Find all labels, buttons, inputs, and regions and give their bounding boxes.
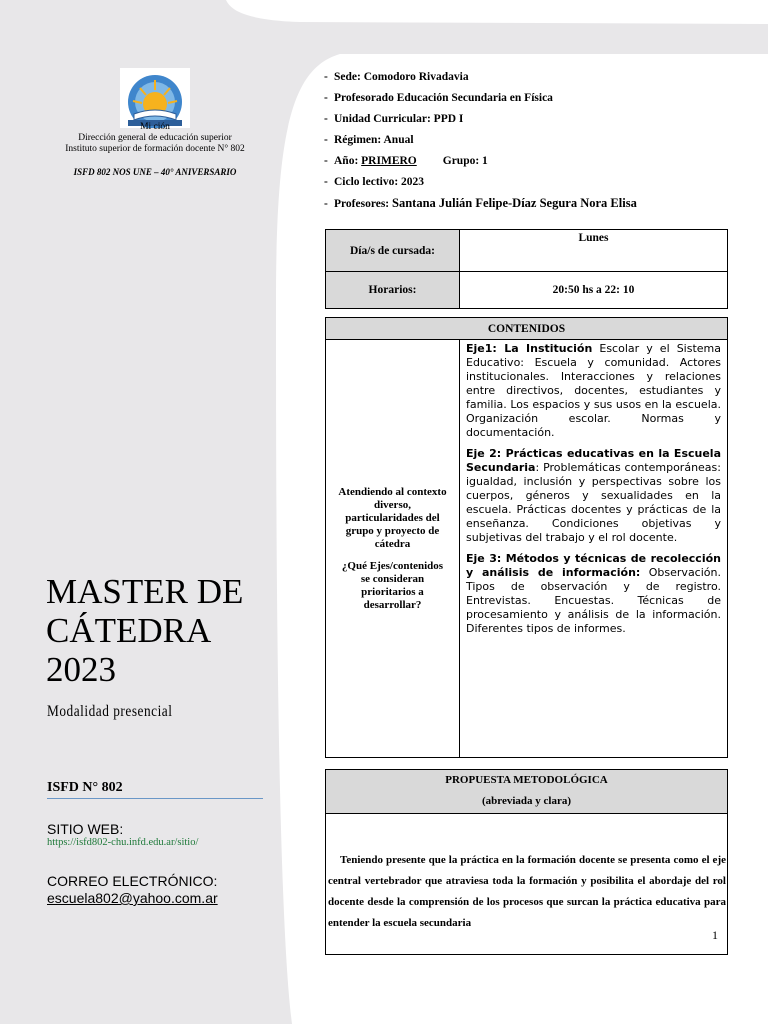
info-regimen-text: Régimen: Anual — [334, 134, 414, 146]
eje-2-text: : Problemáticas contemporáneas: igualdad, inclusión y perspectivas sobre los cuerpos, géneros y sexualidades en la escuela. Prácticas docentes y prácticas de la enseñanza. Condiciones objetivas y subjetivas del trabajo y el rol docente. — [466, 461, 721, 544]
isfd-label: ISFD N° 802 — [47, 780, 123, 795]
master-title — [46, 572, 243, 689]
propuesta-header — [326, 770, 728, 814]
info-anio-label: Año: — [334, 155, 359, 167]
eje-1 — [466, 342, 721, 440]
master-title-line-2: CÁTEDRA — [46, 611, 212, 650]
email-label: CORREO ELECTRÓNICO: — [47, 873, 218, 889]
dias-value: Lunes — [460, 230, 728, 272]
master-title-line-1: MASTER DE — [46, 572, 244, 611]
propuesta-body — [326, 814, 728, 955]
institution-motto: ISFD 802 NOS UNE – 40° ANIVERSARIO — [73, 167, 237, 177]
propuesta-table — [325, 769, 728, 955]
eje-3-title: Eje 3: Métodos y técnicas de recolección y análisis de información: — [466, 552, 721, 579]
isfd-divider — [47, 798, 263, 799]
page-number: 1 — [712, 928, 718, 942]
info-profesores: - Profesores: Santana Julián Felipe-Díaz Segura Nora Elisa — [324, 196, 637, 210]
info-unidad: - Unidad Curricular: PPD I — [324, 113, 464, 125]
eje-1-title: Eje1: La Institución — [466, 342, 593, 355]
institution-line-ministry: Mi ción — [140, 122, 170, 132]
course-info-list — [324, 69, 734, 216]
modalidad-label: Modalidad presencial — [47, 703, 173, 720]
contenidos-prompt-2: ¿Qué Ejes/contenidos se consideran prioritarios a desarrollar? — [341, 559, 444, 611]
propuesta-text: Teniendo presente que la práctica en la formación docente se presenta como el eje central vertebrador que atraviesa toda la formación y posibilita el abordaje del rol docente desde la comprensión de los procesos que surcan la práctica educativa para entender la escuela secundaria — [328, 854, 726, 929]
info-regimen: - Régimen: Anual — [324, 134, 414, 146]
info-sede-text: Sede: Comodoro Rivadavia — [334, 71, 469, 83]
info-ciclo-text: Ciclo lectivo: 2023 — [334, 176, 425, 188]
horarios-label: Horarios: — [326, 272, 460, 309]
institution-line-institute: Instituto superior de formación docente N° 802 — [65, 144, 245, 154]
website-label: SITIO WEB: — [47, 821, 124, 837]
info-anio: - Año: PRIMERO Grupo: 1 — [324, 155, 488, 167]
contenidos-prompt — [326, 340, 460, 758]
contenidos-prompt-1: Atendiendo al contexto diverso, particularidades del grupo y proyecto de cátedra — [338, 485, 447, 550]
propuesta-title: PROPUESTA METODOLÓGICA — [445, 774, 608, 786]
info-anio-value: PRIMERO — [361, 155, 417, 167]
institution-logo-icon — [120, 68, 190, 128]
master-title-line-3: 2023 — [46, 650, 116, 689]
info-unidad-text: Unidad Curricular: PPD I — [334, 113, 464, 125]
propuesta-subtitle: (abreviada y clara) — [481, 795, 571, 807]
eje-3-text: Observación. Tipos de observación y de registro. Entrevistas. Encuestas. Técnicas de procesamiento y análisis de la información. Diferentes tipos de informes. — [466, 566, 721, 635]
schedule-table — [325, 229, 728, 309]
info-profesorado-text: Profesorado Educación Secundaria en Física — [334, 92, 553, 104]
info-grupo: Grupo: 1 — [442, 155, 488, 167]
eje-2 — [466, 447, 721, 545]
institution-line-direction: Dirección general de educación superior — [78, 133, 232, 143]
website-link[interactable]: https://isfd802-chu.infd.edu.ar/sitio/ — [47, 837, 199, 848]
info-profesores-value: Santana Julián Felipe-Díaz Segura Nora Elisa — [392, 196, 637, 210]
eje-3 — [466, 552, 721, 636]
schedule-row-dias — [326, 230, 728, 272]
email-link[interactable]: escuela802@yahoo.com.ar — [47, 890, 218, 906]
info-sede: - Sede: Comodoro Rivadavia — [324, 71, 469, 83]
schedule-row-horarios — [326, 272, 728, 309]
horarios-value: 20:50 hs a 22: 10 — [460, 272, 728, 309]
info-profesores-label: Profesores: — [334, 198, 390, 210]
info-ciclo: - Ciclo lectivo: 2023 — [324, 176, 425, 188]
contenidos-table — [325, 317, 728, 758]
info-profesorado: - Profesorado Educación Secundaria en Física — [324, 92, 553, 104]
eje-1-text: Escolar y el Sistema Educativo: Escuela y comunidad. Actores institucionales. Interacciones y relaciones entre directivos, docentes, estudiantes y familia. Los espacios y sus usos en la escuela. Organización escolar. Normas y documentación. — [466, 342, 721, 439]
dias-label: Día/s de cursada: — [326, 230, 460, 272]
contenidos-header: CONTENIDOS — [326, 318, 728, 340]
contenidos-ejes — [460, 340, 728, 758]
eje-2-title: Eje 2: Prácticas educativas en la Escuela Secundaria — [466, 447, 721, 474]
